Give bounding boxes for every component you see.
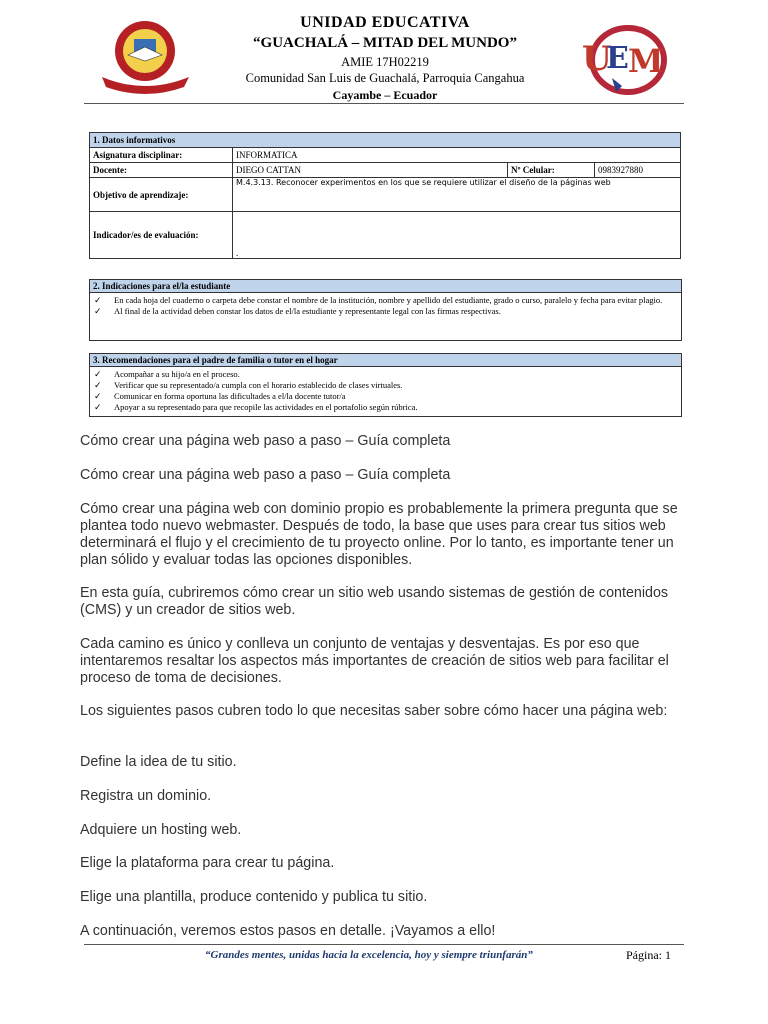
parent-recommendations-title: 3. Recomendaciones para el padre de familia o tutor en el hogar: [90, 354, 681, 367]
city-country: Cayambe – Ecuador: [332, 88, 438, 102]
amie-code: AMIE 17H02219: [341, 55, 429, 69]
info-section-title: 1. Datos informativos: [90, 133, 681, 148]
uem-logo: [576, 18, 668, 96]
objective-label: Objetivo de aprendizaje:: [90, 178, 233, 212]
phone-value: 0983927880: [595, 163, 681, 178]
step-item: Define la idea de tu sitio.: [80, 754, 237, 770]
school-logo: [98, 15, 193, 97]
subject-value: INFORMATICA: [233, 148, 681, 163]
body-paragraph: Cada camino es único y conlleva un conjunto de ventajas y desventajas. Es por eso que intentaremos resaltar los aspectos más importantes de creación de sitios web para facilitar el proceso de toma de decisiones.: [80, 636, 669, 686]
checkmark-icon: ✓: [94, 380, 102, 390]
indicator-value: .: [233, 212, 681, 259]
step-item: Registra un dominio.: [80, 788, 212, 804]
header-divider: [84, 103, 684, 104]
step-item: Elige una plantilla, produce contenido y publica tu sitio.: [80, 889, 428, 905]
svg-text:U: U: [582, 39, 612, 79]
community-address: Comunidad San Luis de Guachalá, Parroquia Cangahua: [245, 71, 525, 85]
step-item: Adquiere un hosting web.: [80, 822, 242, 838]
school-name: “GUACHALÁ – MITAD DEL MUNDO”: [253, 35, 517, 51]
list-item: ✓ Acompañar a su hijo/a en el proceso.: [94, 369, 240, 379]
list-item: ✓ Comunicar en forma oportuna las dificultades a el/la docente tutor/a: [94, 391, 346, 401]
list-item: ✓ En cada hoja del cuaderno o carpeta debe constar el nombre de la institución, nombre y apellido del estudiante, grado o curso, paralelo y fecha para evitar plagio.: [94, 295, 663, 305]
body-heading-1: Cómo crear una página web paso a paso – Guía completa: [80, 433, 451, 449]
svg-text:E: E: [606, 41, 629, 76]
indicator-label: Indicador/es de evaluación:: [90, 212, 233, 259]
student-instructions-box: [89, 279, 682, 341]
checkmark-icon: ✓: [94, 306, 102, 316]
list-item: ✓ Apoyar a su representado para que recopile las actividades en el portafolio según rúbrica.: [94, 402, 418, 412]
footer-motto: “Grandes mentes, unidas hacia la excelencia, hoy y siempre triunfarán”: [205, 949, 533, 961]
body-paragraph: Cómo crear una página web con dominio propio es probablemente la primera pregunta que se plantea todo nuevo webmaster. Después de todo, la base que uses para crear tus sitios web determinará el flujo y el crecimiento de tu proyecto online. Por lo tanto, es importante tener un plan sólido y evaluar todas las opciones disponibles.: [80, 501, 678, 568]
objective-value: M.4.3.13. Reconocer experimentos en los que se requiere utilizar el diseño de la páginas web: [233, 178, 681, 212]
phone-label: Nº Celular:: [508, 163, 595, 178]
footer-divider: [84, 944, 684, 945]
parent-recommendations-box: [89, 353, 682, 417]
page-number: Página: 1: [626, 948, 671, 962]
svg-text:M: M: [628, 42, 664, 80]
list-item: ✓ Verificar que su representado/a cumpla con el horario establecido de clases virtuales.: [94, 380, 403, 390]
teacher-label: Docente:: [90, 163, 233, 178]
checkmark-icon: ✓: [94, 369, 102, 379]
teacher-value: DIEGO CATTAN: [233, 163, 508, 178]
step-item: Elige la plataforma para crear tu página.: [80, 855, 335, 871]
list-item: ✓ Al final de la actividad deben constar los datos de el/la estudiante y representante legal con las firmas respectivas.: [94, 306, 501, 316]
student-instructions-title: 2. Indicaciones para el/la estudiante: [90, 280, 681, 293]
body-paragraph: En esta guía, cubriremos cómo crear un sitio web usando sistemas de gestión de contenidos (CMS) y un creador de sitios web.: [80, 585, 669, 618]
body-paragraph: A continuación, veremos estos pasos en detalle. ¡Vayamos a ello!: [80, 923, 496, 939]
info-table: [89, 132, 681, 259]
subject-label: Asignatura disciplinar:: [90, 148, 233, 163]
body-heading-2: Cómo crear una página web paso a paso – Guía completa: [80, 467, 451, 483]
checkmark-icon: ✓: [94, 295, 102, 305]
checkmark-icon: ✓: [94, 402, 102, 412]
checkmark-icon: ✓: [94, 391, 102, 401]
body-paragraph: Los siguientes pasos cubren todo lo que necesitas saber sobre cómo hacer una página web:: [80, 703, 668, 719]
institution-title: UNIDAD EDUCATIVA: [300, 14, 470, 31]
